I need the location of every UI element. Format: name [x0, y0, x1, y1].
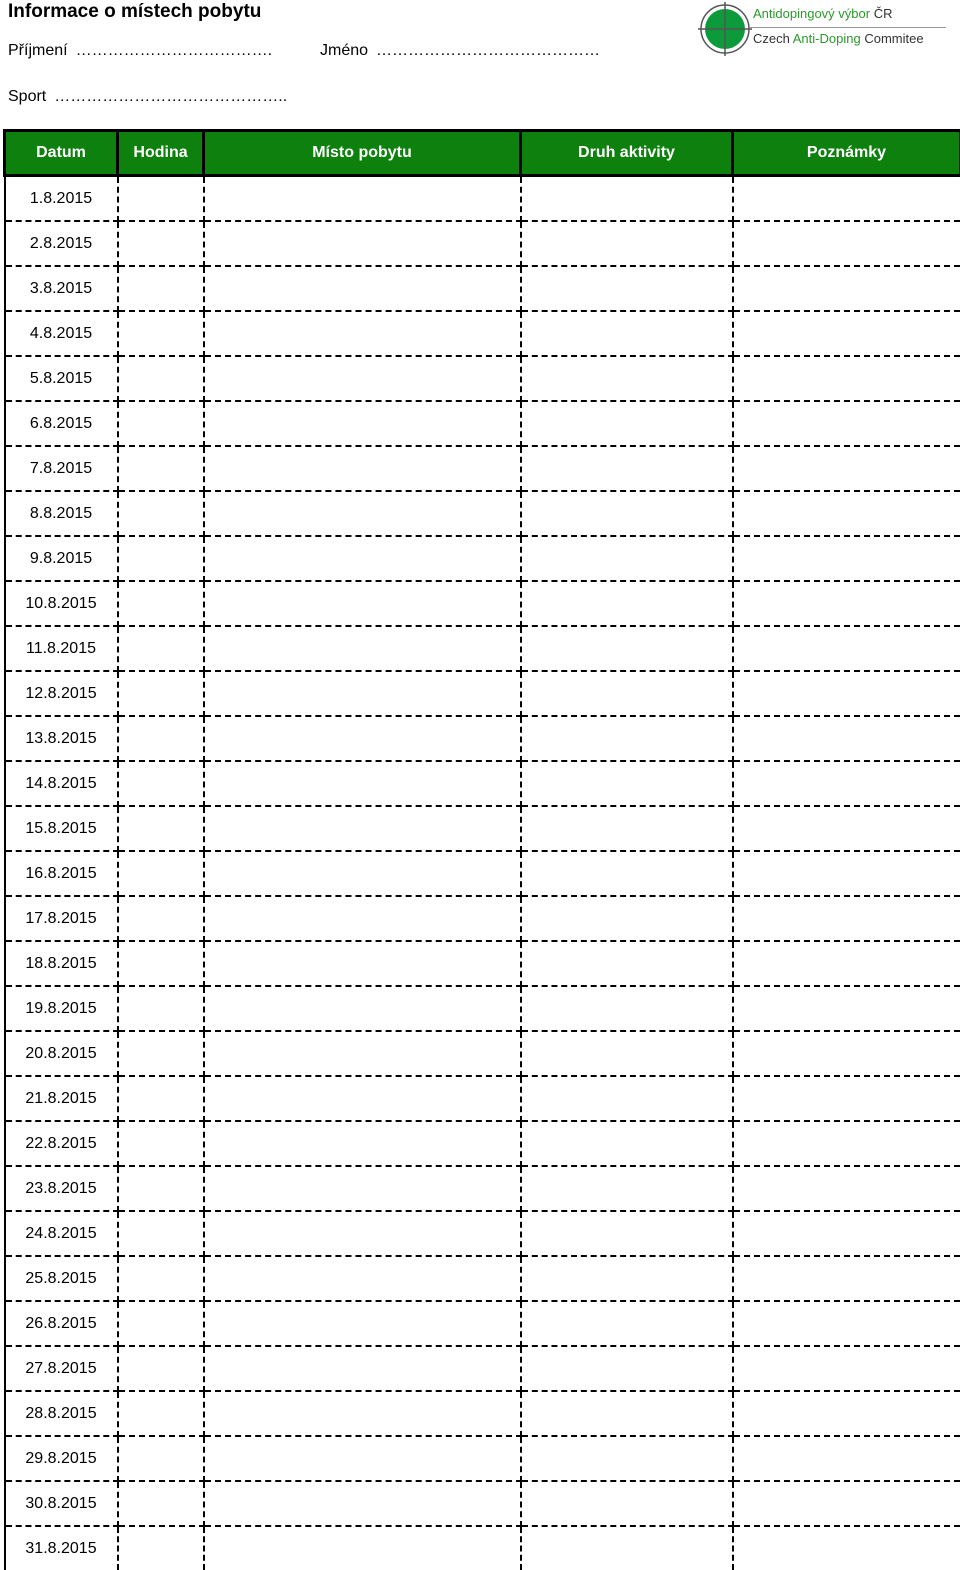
- cell-misto-pobytu[interactable]: [204, 1526, 521, 1570]
- cell-datum: 22.8.2015: [5, 1121, 118, 1166]
- table-row: [5, 1166, 960, 1211]
- table-row: [5, 1526, 960, 1570]
- cell-hodina[interactable]: [118, 806, 204, 851]
- cell-druh-aktivity[interactable]: [521, 1031, 733, 1076]
- cell-poznamky[interactable]: [733, 896, 960, 941]
- cell-misto-pobytu[interactable]: [204, 266, 521, 311]
- cell-druh-aktivity[interactable]: [521, 1301, 733, 1346]
- cell-datum: 8.8.2015: [5, 491, 118, 536]
- cell-hodina[interactable]: [118, 1076, 204, 1121]
- cell-datum: 4.8.2015: [5, 311, 118, 356]
- cell-poznamky[interactable]: [733, 401, 960, 446]
- cell-poznamky[interactable]: [733, 761, 960, 806]
- cell-druh-aktivity[interactable]: [521, 626, 733, 671]
- cell-datum: 20.8.2015: [5, 1031, 118, 1076]
- cell-hodina[interactable]: [118, 446, 204, 491]
- first-name-label: Jméno: [320, 42, 368, 59]
- logo-text-english: Czech Anti-Doping Commitee: [753, 31, 924, 46]
- cell-poznamky[interactable]: [733, 356, 960, 401]
- table-row: [5, 536, 960, 581]
- cell-hodina[interactable]: [118, 626, 204, 671]
- cell-druh-aktivity[interactable]: [521, 401, 733, 446]
- cell-poznamky[interactable]: [733, 1391, 960, 1436]
- cell-datum: 12.8.2015: [5, 671, 118, 716]
- cell-misto-pobytu[interactable]: [204, 356, 521, 401]
- cell-hodina[interactable]: [118, 1481, 204, 1526]
- cell-datum: 26.8.2015: [5, 1301, 118, 1346]
- table-row: [5, 491, 960, 536]
- cell-datum: 19.8.2015: [5, 986, 118, 1031]
- table-row: [5, 1031, 960, 1076]
- cell-misto-pobytu[interactable]: [204, 851, 521, 896]
- table-row: [5, 356, 960, 401]
- cell-misto-pobytu[interactable]: [204, 536, 521, 581]
- cell-druh-aktivity[interactable]: [521, 356, 733, 401]
- table-row: [5, 1076, 960, 1121]
- table-row: [5, 761, 960, 806]
- cell-druh-aktivity[interactable]: [521, 176, 733, 222]
- cell-misto-pobytu[interactable]: [204, 491, 521, 536]
- cell-druh-aktivity[interactable]: [521, 1211, 733, 1256]
- table-row: [5, 941, 960, 986]
- cell-hodina[interactable]: [118, 1346, 204, 1391]
- cell-datum: 27.8.2015: [5, 1346, 118, 1391]
- table-row: [5, 266, 960, 311]
- cell-poznamky[interactable]: [733, 536, 960, 581]
- cell-hodina[interactable]: [118, 581, 204, 626]
- sport-field[interactable]: [8, 87, 287, 107]
- cell-hodina[interactable]: [118, 1301, 204, 1346]
- cell-datum: 5.8.2015: [5, 356, 118, 401]
- cell-hodina[interactable]: [118, 1526, 204, 1570]
- cell-misto-pobytu[interactable]: [204, 311, 521, 356]
- cell-druh-aktivity[interactable]: [521, 221, 733, 266]
- cell-misto-pobytu[interactable]: [204, 1346, 521, 1391]
- cell-poznamky[interactable]: [733, 1436, 960, 1481]
- cell-poznamky[interactable]: [733, 941, 960, 986]
- cell-hodina[interactable]: [118, 1166, 204, 1211]
- first-name-input[interactable]: ……………………………………: [376, 42, 600, 59]
- cell-poznamky[interactable]: [733, 626, 960, 671]
- cell-hodina[interactable]: [118, 1256, 204, 1301]
- cell-poznamky[interactable]: [733, 1076, 960, 1121]
- cell-misto-pobytu[interactable]: [204, 806, 521, 851]
- cell-hodina[interactable]: [118, 1031, 204, 1076]
- cell-druh-aktivity[interactable]: [521, 491, 733, 536]
- cell-misto-pobytu[interactable]: [204, 1166, 521, 1211]
- cell-druh-aktivity[interactable]: [521, 536, 733, 581]
- cell-misto-pobytu[interactable]: [204, 221, 521, 266]
- table-row: [5, 581, 960, 626]
- cell-poznamky[interactable]: [733, 266, 960, 311]
- cell-misto-pobytu[interactable]: [204, 1076, 521, 1121]
- table-row: [5, 626, 960, 671]
- cell-poznamky[interactable]: [733, 581, 960, 626]
- table-row: [5, 1211, 960, 1256]
- cell-druh-aktivity[interactable]: [521, 716, 733, 761]
- cell-hodina[interactable]: [118, 221, 204, 266]
- cell-hodina[interactable]: [118, 176, 204, 222]
- cell-misto-pobytu[interactable]: [204, 1121, 521, 1166]
- adv-logo: [696, 0, 958, 58]
- cell-poznamky[interactable]: [733, 1211, 960, 1256]
- table-row: [5, 1391, 960, 1436]
- cell-datum: 29.8.2015: [5, 1436, 118, 1481]
- cell-druh-aktivity[interactable]: [521, 941, 733, 986]
- page-title: Informace o místech pobytu: [8, 0, 261, 24]
- table-row: [5, 806, 960, 851]
- logo-divider: [750, 27, 946, 28]
- cell-misto-pobytu[interactable]: [204, 176, 521, 222]
- cell-hodina[interactable]: [118, 311, 204, 356]
- column-header-misto-pobytu: Místo pobytu: [204, 131, 521, 176]
- cell-druh-aktivity[interactable]: [521, 446, 733, 491]
- cell-druh-aktivity[interactable]: [521, 1436, 733, 1481]
- cell-hodina[interactable]: [118, 761, 204, 806]
- cell-hodina[interactable]: [118, 671, 204, 716]
- cell-datum: 21.8.2015: [5, 1076, 118, 1121]
- table-row: [5, 1121, 960, 1166]
- table-row: [5, 311, 960, 356]
- cell-druh-aktivity[interactable]: [521, 896, 733, 941]
- cell-poznamky[interactable]: [733, 491, 960, 536]
- cell-poznamky[interactable]: [733, 221, 960, 266]
- cell-poznamky[interactable]: [733, 1346, 960, 1391]
- table-row: [5, 1436, 960, 1481]
- cell-poznamky[interactable]: [733, 671, 960, 716]
- cell-datum: 10.8.2015: [5, 581, 118, 626]
- cell-poznamky[interactable]: [733, 1256, 960, 1301]
- surname-input[interactable]: ……………………………….: [76, 42, 272, 59]
- cell-misto-pobytu[interactable]: [204, 761, 521, 806]
- cell-druh-aktivity[interactable]: [521, 986, 733, 1031]
- cell-datum: 31.8.2015: [5, 1526, 118, 1570]
- cell-hodina[interactable]: [118, 1121, 204, 1166]
- cell-hodina[interactable]: [118, 266, 204, 311]
- cell-misto-pobytu[interactable]: [204, 1211, 521, 1256]
- cell-druh-aktivity[interactable]: [521, 1346, 733, 1391]
- cell-datum: 9.8.2015: [5, 536, 118, 581]
- cell-poznamky[interactable]: [733, 1121, 960, 1166]
- cell-poznamky[interactable]: [733, 176, 960, 222]
- cell-misto-pobytu[interactable]: [204, 1481, 521, 1526]
- cell-misto-pobytu[interactable]: [204, 896, 521, 941]
- cell-druh-aktivity[interactable]: [521, 851, 733, 896]
- cell-druh-aktivity[interactable]: [521, 1166, 733, 1211]
- column-header-druh-aktivity: Druh aktivity: [521, 131, 733, 176]
- cell-misto-pobytu[interactable]: [204, 716, 521, 761]
- cell-misto-pobytu[interactable]: [204, 1436, 521, 1481]
- table-row: [5, 1346, 960, 1391]
- table-row: [5, 851, 960, 896]
- cell-datum: 13.8.2015: [5, 716, 118, 761]
- table-row: [5, 716, 960, 761]
- cell-druh-aktivity[interactable]: [521, 761, 733, 806]
- cell-datum: 7.8.2015: [5, 446, 118, 491]
- cell-datum: 17.8.2015: [5, 896, 118, 941]
- cell-druh-aktivity[interactable]: [521, 1121, 733, 1166]
- cell-misto-pobytu[interactable]: [204, 671, 521, 716]
- cell-datum: 28.8.2015: [5, 1391, 118, 1436]
- cell-druh-aktivity[interactable]: [521, 1481, 733, 1526]
- cell-datum: 3.8.2015: [5, 266, 118, 311]
- cell-hodina[interactable]: [118, 536, 204, 581]
- cell-druh-aktivity[interactable]: [521, 1391, 733, 1436]
- logo-text-czech: Antidopingový výbor ČR: [753, 6, 892, 21]
- first-name-field[interactable]: [320, 41, 600, 61]
- cell-misto-pobytu[interactable]: [204, 1391, 521, 1436]
- cell-misto-pobytu[interactable]: [204, 626, 521, 671]
- cell-poznamky[interactable]: [733, 1526, 960, 1570]
- cell-misto-pobytu[interactable]: [204, 1031, 521, 1076]
- cell-hodina[interactable]: [118, 851, 204, 896]
- cell-datum: 24.8.2015: [5, 1211, 118, 1256]
- cell-datum: 14.8.2015: [5, 761, 118, 806]
- cell-misto-pobytu[interactable]: [204, 1256, 521, 1301]
- sport-input[interactable]: ……………………………………..: [54, 88, 287, 105]
- cell-datum: 1.8.2015: [5, 176, 118, 222]
- surname-field[interactable]: [8, 41, 272, 61]
- cell-hodina[interactable]: [118, 401, 204, 446]
- whereabouts-table: [3, 129, 960, 1570]
- sport-label: Sport: [8, 88, 46, 105]
- cell-poznamky[interactable]: [733, 1166, 960, 1211]
- cell-datum: 25.8.2015: [5, 1256, 118, 1301]
- column-header-hodina: Hodina: [118, 131, 204, 176]
- table-row: [5, 1301, 960, 1346]
- cell-misto-pobytu[interactable]: [204, 1301, 521, 1346]
- table-row: [5, 221, 960, 266]
- cell-poznamky[interactable]: [733, 1301, 960, 1346]
- surname-label: Příjmení: [8, 42, 68, 59]
- table-row: [5, 671, 960, 716]
- cell-poznamky[interactable]: [733, 1031, 960, 1076]
- cell-hodina[interactable]: [118, 716, 204, 761]
- table-body: [5, 176, 960, 1570]
- column-header-datum: Datum: [5, 131, 118, 176]
- cell-druh-aktivity[interactable]: [521, 581, 733, 626]
- cell-datum: 2.8.2015: [5, 221, 118, 266]
- cell-hodina[interactable]: [118, 896, 204, 941]
- cell-hodina[interactable]: [118, 941, 204, 986]
- cell-datum: 30.8.2015: [5, 1481, 118, 1526]
- cell-poznamky[interactable]: [733, 311, 960, 356]
- table-row: [5, 1256, 960, 1301]
- cell-poznamky[interactable]: [733, 446, 960, 491]
- table-header-row: [5, 131, 960, 176]
- cell-misto-pobytu[interactable]: [204, 401, 521, 446]
- cell-hodina[interactable]: [118, 1436, 204, 1481]
- column-header-poznamky: Poznámky: [733, 131, 960, 176]
- table-row: [5, 176, 960, 222]
- cell-druh-aktivity[interactable]: [521, 1526, 733, 1570]
- cell-datum: 18.8.2015: [5, 941, 118, 986]
- cell-misto-pobytu[interactable]: [204, 446, 521, 491]
- cell-datum: 23.8.2015: [5, 1166, 118, 1211]
- cell-poznamky[interactable]: [733, 716, 960, 761]
- cell-hodina[interactable]: [118, 1211, 204, 1256]
- cell-hodina[interactable]: [118, 356, 204, 401]
- cell-datum: 16.8.2015: [5, 851, 118, 896]
- cell-datum: 15.8.2015: [5, 806, 118, 851]
- cell-hodina[interactable]: [118, 491, 204, 536]
- cell-misto-pobytu[interactable]: [204, 581, 521, 626]
- table-row: [5, 401, 960, 446]
- cell-misto-pobytu[interactable]: [204, 941, 521, 986]
- cell-druh-aktivity[interactable]: [521, 311, 733, 356]
- cell-datum: 6.8.2015: [5, 401, 118, 446]
- cell-poznamky[interactable]: [733, 806, 960, 851]
- cell-hodina[interactable]: [118, 1391, 204, 1436]
- cell-druh-aktivity[interactable]: [521, 671, 733, 716]
- cell-poznamky[interactable]: [733, 986, 960, 1031]
- cell-datum: 11.8.2015: [5, 626, 118, 671]
- cell-druh-aktivity[interactable]: [521, 266, 733, 311]
- cell-hodina[interactable]: [118, 986, 204, 1031]
- table-row: [5, 896, 960, 941]
- cell-druh-aktivity[interactable]: [521, 1076, 733, 1121]
- logo-emblem-icon: [696, 0, 754, 58]
- table-row: [5, 446, 960, 491]
- cell-poznamky[interactable]: [733, 851, 960, 896]
- cell-druh-aktivity[interactable]: [521, 806, 733, 851]
- table-row: [5, 1481, 960, 1526]
- table-row: [5, 986, 960, 1031]
- cell-misto-pobytu[interactable]: [204, 986, 521, 1031]
- cell-druh-aktivity[interactable]: [521, 1256, 733, 1301]
- cell-poznamky[interactable]: [733, 1481, 960, 1526]
